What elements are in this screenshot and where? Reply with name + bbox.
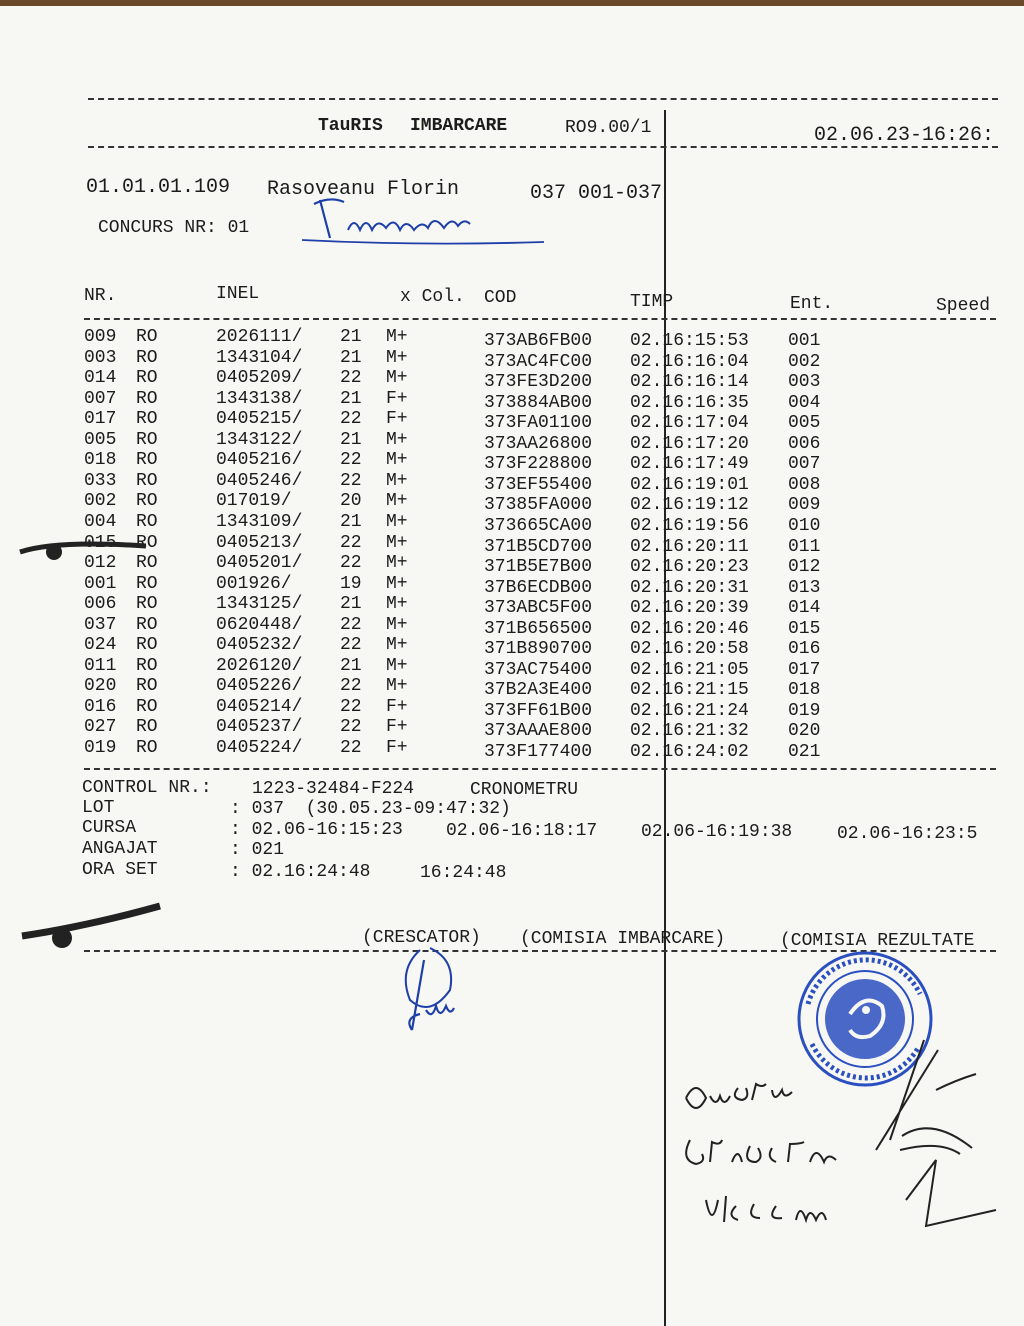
cell-code: 373AC4FC00 bbox=[484, 351, 593, 372]
cell-sex: F+ bbox=[386, 738, 408, 758]
column-header-col: x Col. bbox=[400, 287, 465, 307]
cell-year: 22 bbox=[340, 450, 362, 471]
cursa-label: CURSA bbox=[82, 818, 137, 838]
fancier-id: 01.01.01.109 bbox=[86, 176, 231, 199]
cell-nr: 011 bbox=[84, 655, 117, 676]
cell-ring: 0405216/ bbox=[216, 450, 303, 471]
cell-sex: M+ bbox=[386, 635, 408, 656]
cell-country: RO bbox=[136, 738, 158, 758]
cell-year: 21 bbox=[340, 511, 362, 532]
cell-entry: 003 bbox=[788, 372, 821, 393]
cell-year: 19 bbox=[340, 573, 362, 594]
cell-sex: M+ bbox=[386, 429, 408, 450]
cell-nr: 002 bbox=[84, 491, 117, 512]
cell-year: 20 bbox=[340, 491, 362, 512]
cell-ring: 001926/ bbox=[216, 573, 292, 594]
cell-country: RO bbox=[136, 614, 158, 635]
cell-year: 22 bbox=[340, 738, 362, 758]
cell-ring: 0405214/ bbox=[216, 696, 303, 717]
control-value: 1223-32484-F224 bbox=[252, 779, 415, 799]
cell-country: RO bbox=[136, 429, 158, 450]
cell-sex: M+ bbox=[386, 594, 408, 615]
cell-time: 02.16:21:32 bbox=[630, 721, 749, 742]
ora-set-value: : 02.16:24:48 bbox=[230, 862, 371, 882]
cell-country: RO bbox=[136, 388, 158, 409]
cell-ring: 0405232/ bbox=[216, 635, 303, 656]
cell-time: 02.16:16:04 bbox=[630, 351, 749, 372]
angajat-value: : 021 bbox=[230, 840, 285, 860]
cell-sex: M+ bbox=[386, 368, 408, 389]
cell-entry: 017 bbox=[788, 659, 821, 680]
cell-entry: 020 bbox=[788, 721, 821, 742]
cell-nr: 027 bbox=[84, 717, 117, 738]
cell-time: 02.16:20:11 bbox=[630, 536, 749, 557]
cell-ring: 0405201/ bbox=[216, 553, 303, 574]
cell-nr: 001 bbox=[84, 573, 117, 594]
cell-country: RO bbox=[136, 347, 158, 368]
cell-year: 21 bbox=[340, 327, 362, 347]
signature-label-comisia-rezultate: (COMISIA REZULTATE bbox=[780, 931, 975, 951]
cell-ring: 1343125/ bbox=[216, 594, 303, 615]
cell-year: 22 bbox=[340, 635, 362, 656]
cell-sex: F+ bbox=[386, 696, 408, 717]
cell-nr: 024 bbox=[84, 635, 117, 656]
cell-time: 02.16:20:23 bbox=[630, 557, 749, 578]
cell-entry: 014 bbox=[788, 598, 821, 619]
cell-nr: 015 bbox=[84, 532, 117, 553]
cell-entry: 005 bbox=[788, 413, 821, 434]
cell-entry: 009 bbox=[788, 495, 821, 516]
cell-country: RO bbox=[136, 409, 158, 430]
cell-entry: 008 bbox=[788, 474, 821, 495]
cell-ring: 0405213/ bbox=[216, 532, 303, 553]
cell-entry: 007 bbox=[788, 454, 821, 475]
cell-ring: 0405246/ bbox=[216, 470, 303, 491]
cell-time: 02.16:21:15 bbox=[630, 680, 749, 701]
cell-sex: M+ bbox=[386, 553, 408, 574]
staple-mark-icon bbox=[18, 900, 168, 956]
cell-code: 373884AB00 bbox=[484, 392, 593, 413]
cell-entry: 012 bbox=[788, 557, 821, 578]
column-header-speed: Speed bbox=[936, 296, 991, 316]
cell-sex: F+ bbox=[386, 388, 408, 409]
cell-ring: 0405237/ bbox=[216, 717, 303, 738]
cell-country: RO bbox=[136, 655, 158, 676]
cell-ring: 1343109/ bbox=[216, 511, 303, 532]
cell-ring: 0405224/ bbox=[216, 738, 303, 758]
lot-label: LOT bbox=[82, 798, 115, 818]
cell-time: 02.16:20:31 bbox=[630, 577, 749, 598]
cell-code: 371B890700 bbox=[484, 639, 593, 660]
cell-country: RO bbox=[136, 696, 158, 717]
cell-ring: 017019/ bbox=[216, 491, 292, 512]
cell-code: 371B5CD700 bbox=[484, 536, 593, 557]
separator-line bbox=[88, 146, 998, 148]
cell-code: 373665CA00 bbox=[484, 515, 593, 536]
cell-country: RO bbox=[136, 717, 158, 738]
cell-time: 02.16:21:24 bbox=[630, 700, 749, 721]
fancier-name: Rasoveanu Florin bbox=[267, 178, 460, 201]
cell-year: 22 bbox=[340, 409, 362, 430]
cell-country: RO bbox=[136, 327, 158, 347]
cell-sex: M+ bbox=[386, 655, 408, 676]
cell-year: 22 bbox=[340, 717, 362, 738]
cell-year: 22 bbox=[340, 368, 362, 389]
cell-code: 373EF55400 bbox=[484, 474, 593, 495]
cell-code: 373FA01100 bbox=[484, 413, 593, 434]
cell-nr: 016 bbox=[84, 696, 117, 717]
cell-year: 21 bbox=[340, 388, 362, 409]
version: RO9.00/1 bbox=[565, 118, 652, 138]
cell-code: 373F228800 bbox=[484, 454, 593, 475]
cell-ring: 2026120/ bbox=[216, 655, 303, 676]
cell-ring: 2026111/ bbox=[216, 327, 303, 347]
cell-year: 21 bbox=[340, 594, 362, 615]
cell-country: RO bbox=[136, 470, 158, 491]
cell-sex: M+ bbox=[386, 327, 408, 347]
cell-time: 02.16:20:46 bbox=[630, 618, 749, 639]
column-header-nr: NR. bbox=[84, 286, 117, 306]
cell-nr: 007 bbox=[84, 388, 117, 409]
cell-entry: 001 bbox=[788, 331, 821, 351]
cell-time: 02.16:20:39 bbox=[630, 598, 749, 619]
cell-sex: F+ bbox=[386, 717, 408, 738]
cell-code: 371B5E7B00 bbox=[484, 557, 593, 578]
cell-ring: 0405209/ bbox=[216, 368, 303, 389]
cell-nr: 004 bbox=[84, 511, 117, 532]
cell-sex: M+ bbox=[386, 511, 408, 532]
cell-code: 373AA26800 bbox=[484, 433, 593, 454]
cell-ring: 1343122/ bbox=[216, 429, 303, 450]
angajat-label: ANGAJAT bbox=[82, 839, 158, 859]
separator-line bbox=[84, 318, 996, 320]
commission-signatures bbox=[676, 1030, 1016, 1250]
print-datetime: 02.06.23-16:26: bbox=[814, 124, 995, 147]
cell-time: 02.16:19:01 bbox=[630, 474, 749, 495]
cell-time: 02.16:15:53 bbox=[630, 331, 749, 351]
cell-country: RO bbox=[136, 553, 158, 574]
cell-country: RO bbox=[136, 450, 158, 471]
cell-nr: 017 bbox=[84, 409, 117, 430]
cell-time: 02.16:20:58 bbox=[630, 639, 749, 660]
system-name: TauRIS bbox=[318, 116, 383, 136]
cell-code: 37B2A3E400 bbox=[484, 680, 593, 701]
cell-time: 02.16:17:49 bbox=[630, 454, 749, 475]
cell-year: 22 bbox=[340, 676, 362, 697]
cell-country: RO bbox=[136, 573, 158, 594]
column-header-timp: TIMP bbox=[630, 292, 674, 312]
cell-entry: 016 bbox=[788, 639, 821, 660]
cell-entry: 018 bbox=[788, 680, 821, 701]
column-header-inel: INEL bbox=[216, 284, 260, 304]
pigeon-count: 037 001-037 bbox=[530, 182, 663, 205]
column-header-ent: Ent. bbox=[790, 294, 834, 314]
cell-nr: 003 bbox=[84, 347, 117, 368]
cell-time: 02.16:19:56 bbox=[630, 515, 749, 536]
cell-code: 373AB6FB00 bbox=[484, 331, 593, 351]
ora-set-value-2: 16:24:48 bbox=[420, 863, 507, 883]
cronometru-label: CRONOMETRU bbox=[470, 780, 579, 800]
cell-ring: 0405226/ bbox=[216, 676, 303, 697]
cursa-value-1: : 02.06-16:15:23 bbox=[230, 820, 403, 840]
cell-sex: M+ bbox=[386, 491, 408, 512]
cell-entry: 011 bbox=[788, 536, 821, 557]
cell-code: 373ABC5F00 bbox=[484, 598, 593, 619]
cell-year: 21 bbox=[340, 655, 362, 676]
cell-ring: 1343104/ bbox=[216, 347, 303, 368]
cell-country: RO bbox=[136, 511, 158, 532]
cell-code: 373FF61B00 bbox=[484, 700, 593, 721]
separator-line bbox=[88, 98, 998, 100]
cursa-value-4: 02.06-16:23:5 bbox=[837, 824, 978, 844]
handwritten-place bbox=[300, 194, 550, 254]
cell-sex: F+ bbox=[386, 409, 408, 430]
cell-time: 02.16:21:05 bbox=[630, 659, 749, 680]
cell-entry: 004 bbox=[788, 392, 821, 413]
cell-sex: M+ bbox=[386, 532, 408, 553]
cell-sex: M+ bbox=[386, 614, 408, 635]
cell-code: 373FE3D200 bbox=[484, 372, 593, 393]
cell-time: 02.16:24:02 bbox=[630, 742, 749, 762]
ora-set-label: ORA SET bbox=[82, 860, 158, 880]
cell-nr: 006 bbox=[84, 594, 117, 615]
cell-nr: 014 bbox=[84, 368, 117, 389]
cell-nr: 033 bbox=[84, 470, 117, 491]
cell-nr: 009 bbox=[84, 327, 117, 347]
cell-country: RO bbox=[136, 532, 158, 553]
cell-year: 22 bbox=[340, 614, 362, 635]
cell-country: RO bbox=[136, 676, 158, 697]
cell-entry: 013 bbox=[788, 577, 821, 598]
cell-time: 02.16:17:04 bbox=[630, 413, 749, 434]
cell-code: 371B656500 bbox=[484, 618, 593, 639]
cell-ring: 0405215/ bbox=[216, 409, 303, 430]
cell-nr: 020 bbox=[84, 676, 117, 697]
cell-year: 22 bbox=[340, 553, 362, 574]
cell-year: 21 bbox=[340, 347, 362, 368]
cell-code: 373AC75400 bbox=[484, 659, 593, 680]
cell-sex: M+ bbox=[386, 573, 408, 594]
cell-sex: M+ bbox=[386, 470, 408, 491]
signature-label-comisia-imbarcare: (COMISIA IMBARCARE) bbox=[520, 929, 726, 949]
cell-sex: M+ bbox=[386, 450, 408, 471]
cell-ring: 0620448/ bbox=[216, 614, 303, 635]
cell-nr: 019 bbox=[84, 738, 117, 758]
cell-ring: 1343138/ bbox=[216, 388, 303, 409]
separator-line bbox=[84, 768, 996, 770]
cell-entry: 010 bbox=[788, 515, 821, 536]
cell-entry: 021 bbox=[788, 742, 821, 762]
cell-nr: 018 bbox=[84, 450, 117, 471]
cell-country: RO bbox=[136, 594, 158, 615]
lot-value: : 037 (30.05.23-09:47:32) bbox=[230, 799, 511, 819]
cell-code: 373AAAE800 bbox=[484, 721, 593, 742]
cell-time: 02.16:17:20 bbox=[630, 433, 749, 454]
cell-year: 22 bbox=[340, 470, 362, 491]
cell-nr: 037 bbox=[84, 614, 117, 635]
cell-entry: 006 bbox=[788, 433, 821, 454]
cursa-value-3: 02.06-16:19:38 bbox=[641, 822, 793, 842]
cell-nr: 005 bbox=[84, 429, 117, 450]
cell-code: 37B6ECDB00 bbox=[484, 577, 593, 598]
module-name: IMBARCARE bbox=[410, 116, 508, 136]
staple-mark-icon bbox=[16, 530, 156, 570]
cell-time: 02.16:16:14 bbox=[630, 372, 749, 393]
cursa-value-2: 02.06-16:18:17 bbox=[446, 821, 598, 841]
signature-label-crescator: (CRESCATOR) bbox=[362, 928, 481, 948]
page-top-edge bbox=[0, 0, 1024, 6]
cell-year: 22 bbox=[340, 696, 362, 717]
cell-year: 21 bbox=[340, 429, 362, 450]
cell-sex: M+ bbox=[386, 676, 408, 697]
control-label: CONTROL NR.: bbox=[82, 778, 212, 798]
column-header-cod: COD bbox=[484, 288, 517, 308]
cell-year: 22 bbox=[340, 532, 362, 553]
cell-entry: 019 bbox=[788, 700, 821, 721]
cell-entry: 015 bbox=[788, 618, 821, 639]
cell-time: 02.16:19:12 bbox=[630, 495, 749, 516]
cell-country: RO bbox=[136, 368, 158, 389]
cell-code: 373F177400 bbox=[484, 742, 593, 762]
contest-number: CONCURS NR: 01 bbox=[98, 218, 250, 238]
cell-country: RO bbox=[136, 635, 158, 656]
cell-entry: 002 bbox=[788, 351, 821, 372]
cell-country: RO bbox=[136, 491, 158, 512]
cell-sex: M+ bbox=[386, 347, 408, 368]
cell-code: 37385FA000 bbox=[484, 495, 593, 516]
crescator-signature bbox=[390, 930, 480, 1040]
cell-time: 02.16:16:35 bbox=[630, 392, 749, 413]
cell-nr: 012 bbox=[84, 553, 117, 574]
